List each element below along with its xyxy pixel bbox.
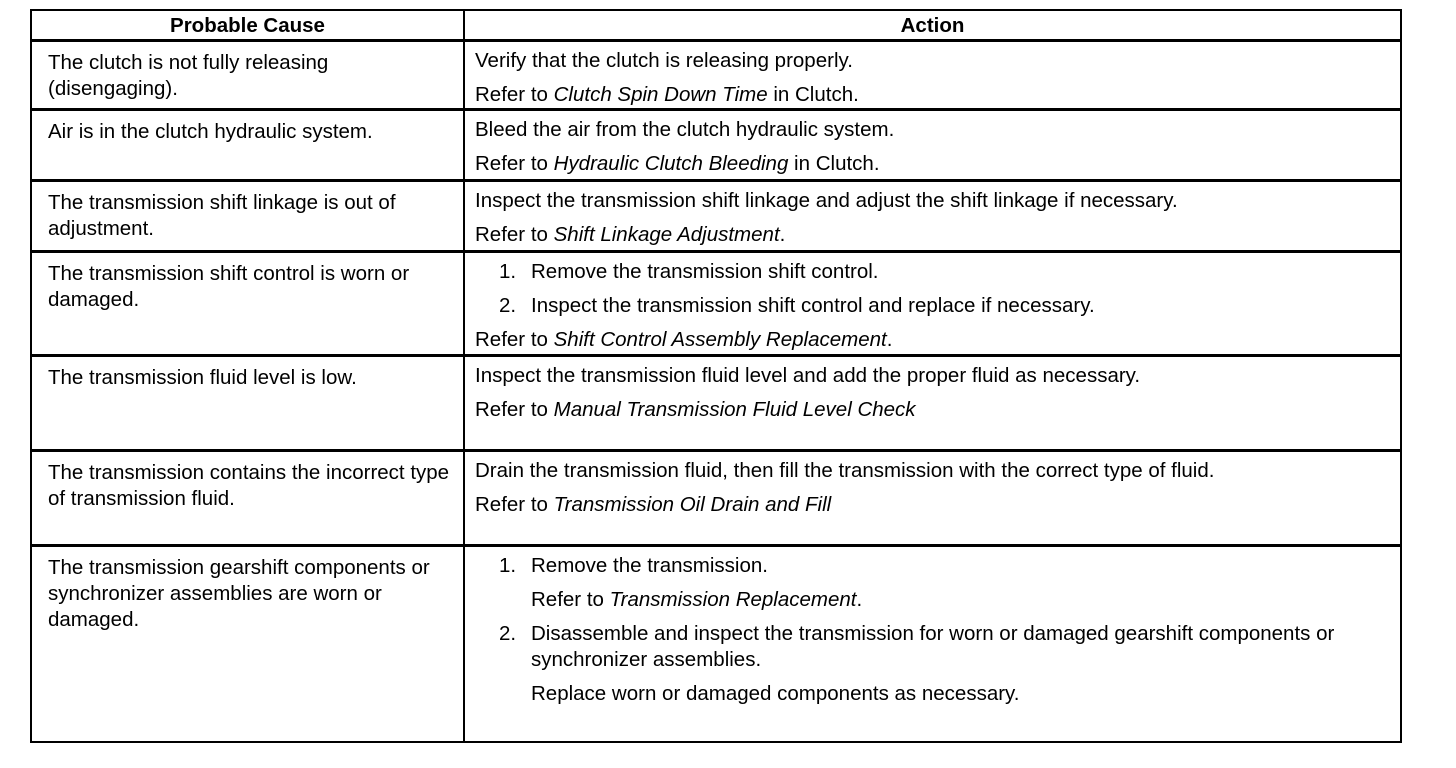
- action-text: Bleed the air from the clutch hydraulic system.: [475, 118, 895, 141]
- action-text: Drain the transmission fluid, then fill the transmission with the correct type of fluid.: [475, 459, 1215, 482]
- step-text: Disassemble and inspect the transmission for worn or damaged gearshift components or synchronizer assemblies.: [531, 622, 1335, 671]
- step-item: [475, 293, 1390, 319]
- reference-line: [475, 587, 1390, 613]
- reference-line: [475, 222, 1390, 248]
- action-cell: [465, 253, 1400, 357]
- action-cell: [465, 111, 1400, 182]
- cause-cell: The transmission contains the incorrect type of transmission fluid.: [32, 452, 465, 547]
- header-action: Action: [465, 11, 1400, 42]
- reference-line: [475, 151, 1390, 177]
- step-number: 2.: [499, 622, 517, 645]
- ref-link[interactable]: Transmission Replacement: [609, 588, 857, 611]
- ref-prefix: Refer to: [475, 398, 554, 421]
- ref-link[interactable]: Transmission Oil Drain and Fill: [553, 493, 832, 516]
- ref-suffix: .: [856, 588, 863, 611]
- ref-link[interactable]: Shift Linkage Adjustment: [553, 223, 780, 246]
- step-item: [475, 621, 1390, 673]
- step-item: [475, 553, 1390, 579]
- step-number: 1.: [499, 554, 517, 577]
- ref-link[interactable]: Manual Transmission Fluid Level Check: [553, 398, 916, 421]
- action-cell: [465, 42, 1400, 111]
- reference-line: [475, 397, 1390, 423]
- action-text: Verify that the clutch is releasing properly.: [475, 49, 853, 72]
- ref-prefix: Refer to: [475, 223, 554, 246]
- step-text: Remove the transmission.: [531, 554, 768, 577]
- ref-prefix: Refer to: [475, 152, 554, 175]
- step-number: 1.: [499, 260, 517, 283]
- step-text: Inspect the transmission shift control and replace if necessary.: [531, 294, 1095, 317]
- ref-prefix: Refer to: [531, 588, 610, 611]
- step-note: Replace worn or damaged components as necessary.: [531, 682, 1020, 705]
- cause-cell: The transmission shift linkage is out of adjustment.: [32, 182, 465, 253]
- ref-link[interactable]: Hydraulic Clutch Bleeding: [553, 152, 789, 175]
- cause-cell: The transmission gearshift components or synchronizer assemblies are worn or damaged.: [32, 547, 465, 741]
- ref-prefix: Refer to: [475, 83, 554, 106]
- ref-prefix: Refer to: [475, 493, 554, 516]
- step-number: 2.: [499, 294, 517, 317]
- action-cell: [465, 357, 1400, 452]
- action-text: Inspect the transmission shift linkage and adjust the shift linkage if necessary.: [475, 189, 1178, 212]
- action-text: Inspect the transmission fluid level and add the proper fluid as necessary.: [475, 364, 1141, 387]
- ref-prefix: Refer to: [475, 328, 554, 351]
- cause-cell: The transmission shift control is worn or damaged.: [32, 253, 465, 357]
- ref-link[interactable]: Shift Control Assembly Replacement: [553, 328, 887, 351]
- step-item: [475, 259, 1390, 285]
- header-probable-cause: Probable Cause: [32, 11, 465, 42]
- ref-suffix: in Clutch.: [788, 152, 880, 175]
- ref-link[interactable]: Clutch Spin Down Time: [553, 83, 768, 106]
- ref-suffix: .: [779, 223, 786, 246]
- reference-line: [475, 82, 1390, 108]
- ref-suffix: in Clutch.: [767, 83, 859, 106]
- action-cell: [465, 547, 1400, 741]
- reference-line: [475, 327, 1390, 353]
- action-cell: [465, 182, 1400, 253]
- ref-suffix: .: [886, 328, 893, 351]
- cause-cell: The clutch is not fully releasing (disengaging).: [32, 42, 465, 111]
- action-cell: [465, 452, 1400, 547]
- reference-line: [475, 492, 1390, 518]
- cause-cell: Air is in the clutch hydraulic system.: [32, 111, 465, 182]
- step-text: Remove the transmission shift control.: [531, 260, 879, 283]
- troubleshooting-table: [30, 9, 1402, 743]
- cause-cell: The transmission fluid level is low.: [32, 357, 465, 452]
